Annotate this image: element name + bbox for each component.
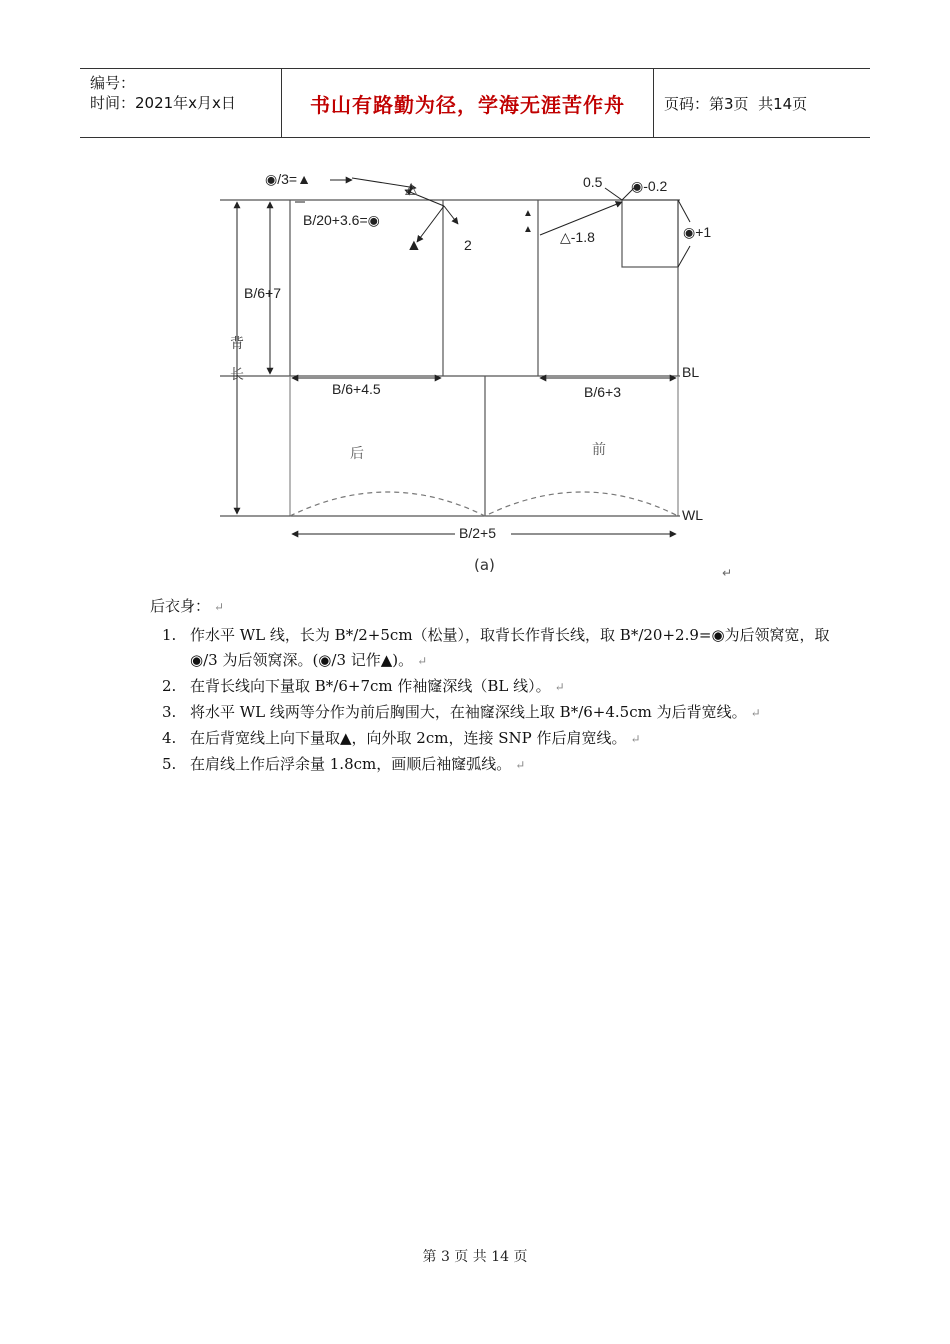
list-item-number: 1. bbox=[162, 626, 177, 644]
header-page-info: 页码：第3页 共14页 bbox=[664, 94, 808, 113]
neck-depth-label: ◉/3=▲ bbox=[265, 171, 311, 187]
wl-label: WL bbox=[682, 507, 703, 523]
list-item-text-content: 将水平 WL 线两等分作为前后胸围大，在袖窿深线上取 B*/6+4.5cm 为后背宽线。 bbox=[190, 703, 747, 721]
header-motto: 书山有路勤为径，学海无涯苦作舟 bbox=[282, 69, 654, 137]
half-bust-label: B/2+5 bbox=[459, 525, 496, 541]
front-neck-box bbox=[622, 200, 678, 267]
armhole-depth-label: B/6+7 bbox=[244, 285, 281, 301]
figure-caption: (a) bbox=[474, 556, 495, 574]
paragraph-mark-icon: ↵ bbox=[554, 680, 565, 694]
paragraph-mark-icon: ↵ bbox=[722, 566, 733, 580]
hem-curve bbox=[290, 492, 678, 516]
back-width-label: B/6+4.5 bbox=[332, 381, 381, 397]
small-triangle-2: ▲ bbox=[523, 224, 533, 235]
instruction-list bbox=[150, 623, 830, 778]
list-item-text-content: 作水平 WL 线，长为 B*/2+5cm（松量），取背长作背长线，取 B*/20+2.9=◉为后领窝宽，取◉/3 为后领窝深。(◉/3 记作▲)。 bbox=[190, 626, 830, 669]
list-item bbox=[150, 700, 830, 726]
small-triangle-1: ▲ bbox=[523, 208, 533, 219]
front-neck-width-label: ◉-0.2 bbox=[631, 178, 668, 194]
front-neck-depth-tick-2 bbox=[678, 246, 690, 267]
bl-label: BL bbox=[682, 364, 700, 380]
front-neck-tick-1 bbox=[605, 188, 622, 200]
back-length-char-1: 背 bbox=[230, 335, 244, 351]
list-item-text bbox=[190, 726, 830, 752]
front-shoulder-label: △-1.8 bbox=[560, 229, 595, 245]
back-piece-label: 后 bbox=[350, 446, 364, 462]
section-title bbox=[150, 594, 830, 619]
paragraph-mark-icon: ↵ bbox=[214, 600, 225, 614]
list-item-text bbox=[190, 752, 830, 778]
list-item-text-content: 在背长线向下量取 B*/6+7cm 作袖窿深线（BL 线）。 bbox=[190, 677, 551, 695]
back-length-char-2: 长 bbox=[230, 366, 244, 382]
list-item bbox=[150, 752, 830, 778]
header-meta bbox=[80, 69, 282, 137]
page-footer: 第 3 页 共 14 页 bbox=[422, 1249, 528, 1265]
header-number-label: 编号： bbox=[90, 74, 136, 92]
list-item-number: 4. bbox=[162, 729, 177, 747]
paragraph-mark-icon: ↵ bbox=[417, 654, 428, 668]
label-two: 2 bbox=[464, 237, 472, 253]
list-item-number: 2. bbox=[162, 677, 177, 695]
list-item-text-content: 在肩线上作后浮余量 1.8cm，画顺后袖窿弧线。 bbox=[190, 755, 512, 773]
shoulder-slope-triangle: △ bbox=[405, 180, 418, 197]
list-item-text bbox=[190, 700, 830, 726]
half-cm-label: 0.5 bbox=[583, 174, 603, 190]
pattern-diagram bbox=[200, 160, 740, 560]
list-item-text bbox=[190, 623, 830, 674]
paragraph-mark-icon: ↵ bbox=[750, 706, 761, 720]
paragraph-mark-icon: ↵ bbox=[630, 732, 641, 746]
front-neck-depth-label: ◉+1 bbox=[683, 224, 712, 240]
neck-width-label: B/20+3.6=◉ bbox=[303, 212, 380, 228]
frame-lines bbox=[220, 200, 680, 516]
list-item bbox=[150, 623, 830, 674]
paragraph-mark-icon: ↵ bbox=[515, 758, 526, 772]
instructions-block bbox=[150, 594, 830, 778]
list-item-number: 3. bbox=[162, 703, 177, 721]
list-item bbox=[150, 674, 830, 700]
front-piece-label: 前 bbox=[592, 442, 606, 458]
front-width-label: B/6+3 bbox=[584, 384, 621, 400]
pointer-3 bbox=[444, 206, 458, 224]
page-header bbox=[80, 68, 870, 138]
list-item-text-content: 在后背宽线上向下量取▲，向外取 2cm，连接 SNP 作后肩宽线。 bbox=[190, 729, 627, 747]
front-neck-depth-tick-1 bbox=[678, 200, 690, 222]
header-time-label: 时间：2021年x月x日 bbox=[90, 94, 236, 112]
triangle-mark: ▲ bbox=[406, 237, 422, 254]
list-item-text bbox=[190, 674, 830, 700]
section-title-text: 后衣身： bbox=[150, 597, 211, 615]
list-item bbox=[150, 726, 830, 752]
list-item-number: 5. bbox=[162, 755, 177, 773]
